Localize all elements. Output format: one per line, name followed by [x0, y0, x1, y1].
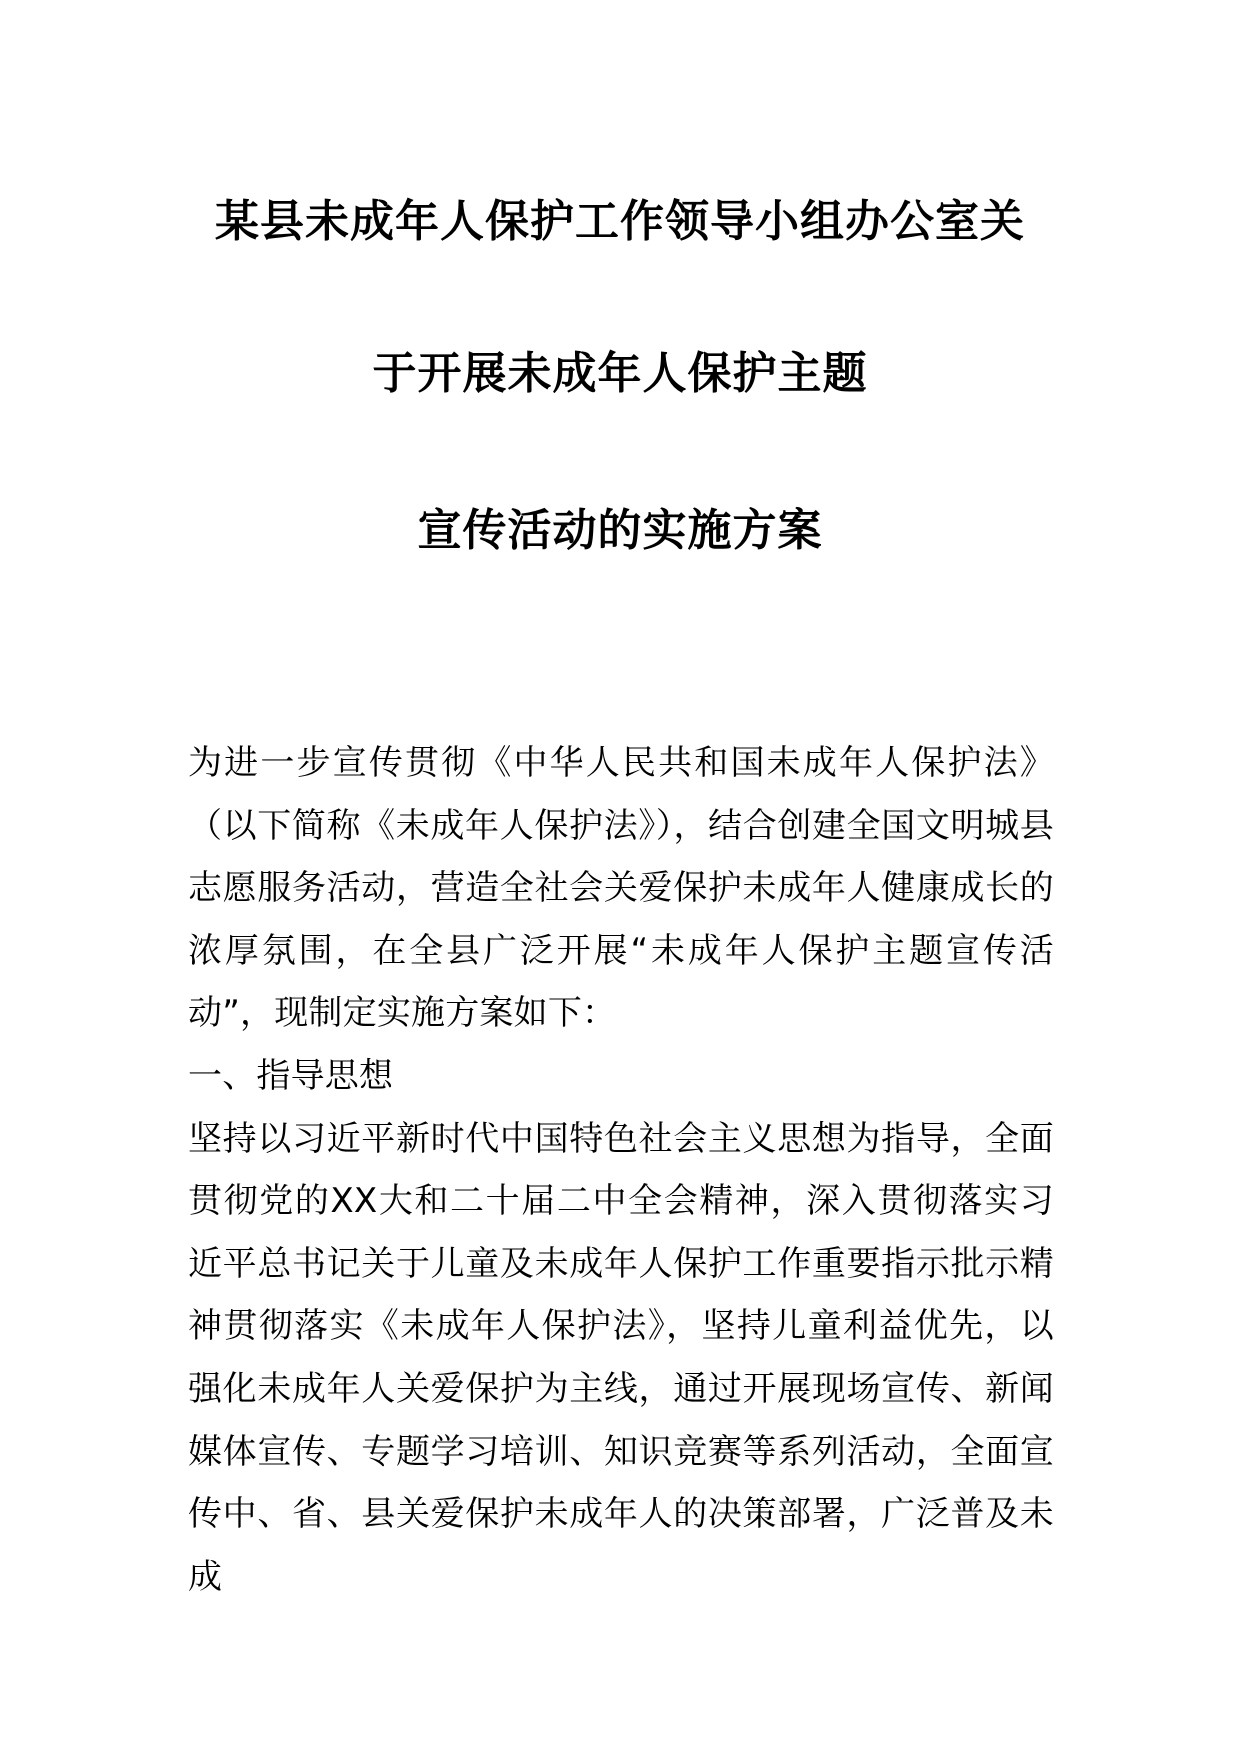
section-body-guiding-ideology: 坚持以习近平新时代中国特色社会主义思想为指导，全面贯彻党的XX大和二十届二中全会精神，深入贯彻落实习近平总书记关于儿童及未成年人保护工作重要指示批示精神贯彻落实《未成年人保护法》，坚持儿童利益优先，以强化未成年人关爱保护为主线，通过开展现场宣传、新闻媒体宣传、专题学习培训、知识竞赛等系列活动，全面宣传中、省、县关爱保护未成年人的决策部署，广泛普及未成: [188, 1118, 1054, 1597]
title-line-3: 宣传活动的实施方案: [417, 505, 823, 556]
intro-paragraph: 为进一步宣传贯彻《中华人民共和国未成年人保护法》（以下简称《未成年人保护法》），结合创建全国文明城县志愿服务活动，营造全社会关爱保护未成年人健康成长的浓厚氛围，在全县广泛开展“未成年人保护主题宣传活动”，现制定实施方案如下：: [188, 743, 1054, 1034]
title-line-2: 于开展未成年人保护主题: [372, 348, 868, 399]
section-heading-guiding-ideology: 一、指导思想: [188, 1055, 394, 1096]
document-body: [188, 732, 1054, 1608]
title-line-1: 某县未成年人保护工作领导小组办公室关: [215, 196, 1025, 247]
document-title: [0, 196, 1240, 557]
